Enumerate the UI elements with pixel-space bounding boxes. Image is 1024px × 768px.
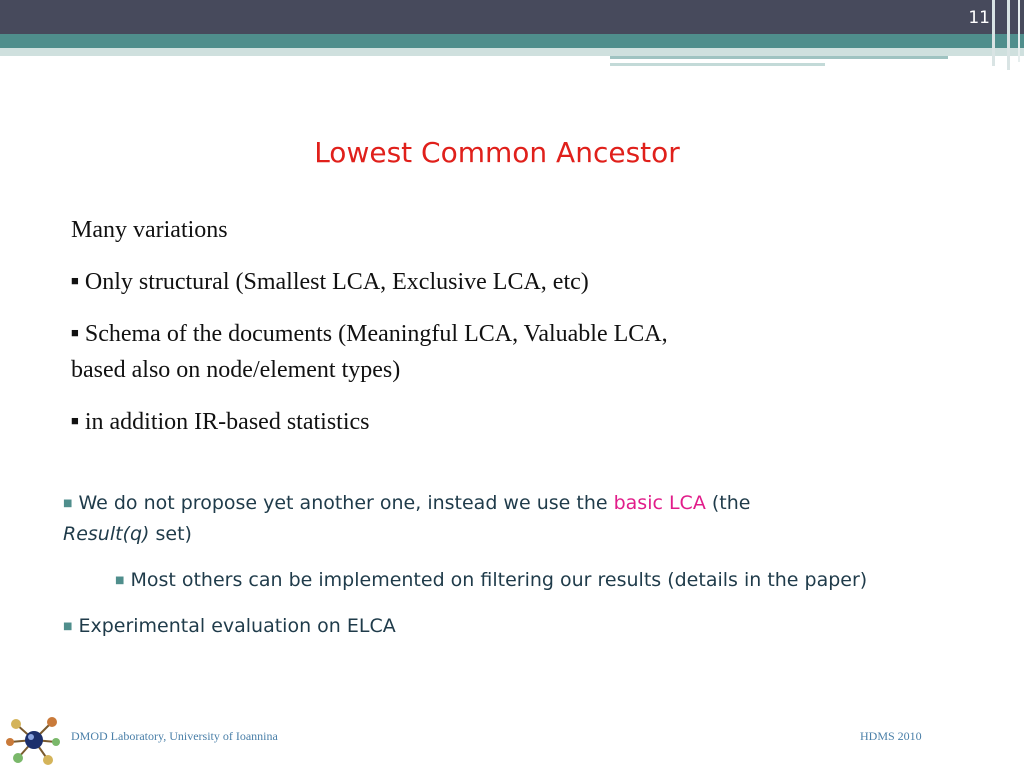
italic-text: Result(q) bbox=[63, 523, 150, 545]
square-bullet-icon: ■ bbox=[71, 273, 79, 288]
header-teal-band bbox=[0, 34, 1024, 48]
bullet-text: Experimental evaluation on ELCA bbox=[78, 615, 396, 637]
header-vertical-line bbox=[992, 0, 995, 66]
footer-conference: HDMS 2010 bbox=[860, 729, 922, 743]
bullet-text: (the bbox=[705, 492, 751, 514]
sans-content-block bbox=[63, 488, 963, 642]
header-teal-light-band bbox=[0, 48, 1024, 56]
sub-bullet-item bbox=[115, 565, 963, 596]
header-vertical-line bbox=[1018, 0, 1020, 62]
square-bullet-icon: ■ bbox=[71, 413, 79, 428]
content-heading: Many variations bbox=[71, 217, 228, 243]
serif-content-block bbox=[71, 212, 871, 440]
bullet-item bbox=[71, 403, 871, 440]
bullet-item bbox=[71, 315, 871, 352]
square-bullet-icon: ■ bbox=[71, 325, 79, 340]
square-bullet-icon: ■ bbox=[115, 575, 125, 586]
header-stripe bbox=[610, 56, 948, 59]
slide-number: 11 bbox=[968, 8, 990, 28]
header-bar bbox=[0, 0, 1024, 34]
footer-affiliation: DMOD Laboratory, University of Ioannina bbox=[71, 729, 278, 743]
square-bullet-icon: ■ bbox=[63, 621, 73, 632]
bullet-text: Schema of the documents (Meaningful LCA, Valuable LCA, bbox=[84, 321, 668, 347]
bullet-item bbox=[63, 611, 963, 642]
bullet-text: Only structural (Smallest LCA, Exclusive LCA, etc) bbox=[84, 269, 589, 295]
bullet-item bbox=[63, 488, 963, 550]
slide-title: Lowest Common Ancestor bbox=[314, 136, 680, 169]
molecule-logo-icon bbox=[4, 712, 64, 768]
bullet-item bbox=[71, 263, 871, 300]
highlight-text: basic LCA bbox=[613, 492, 706, 514]
header-vertical-line bbox=[1007, 0, 1010, 70]
bullet-text: in addition IR-based statistics bbox=[84, 409, 370, 435]
bullet-text: We do not propose yet another one, instead we use the bbox=[78, 492, 614, 514]
header-stripe-short bbox=[610, 63, 825, 66]
square-bullet-icon: ■ bbox=[63, 498, 73, 509]
bullet-continuation: based also on node/element types) bbox=[71, 357, 401, 383]
bullet-text: set) bbox=[149, 523, 192, 545]
bullet-text: Most others can be implemented on filtering our results (details in the paper) bbox=[130, 569, 868, 591]
